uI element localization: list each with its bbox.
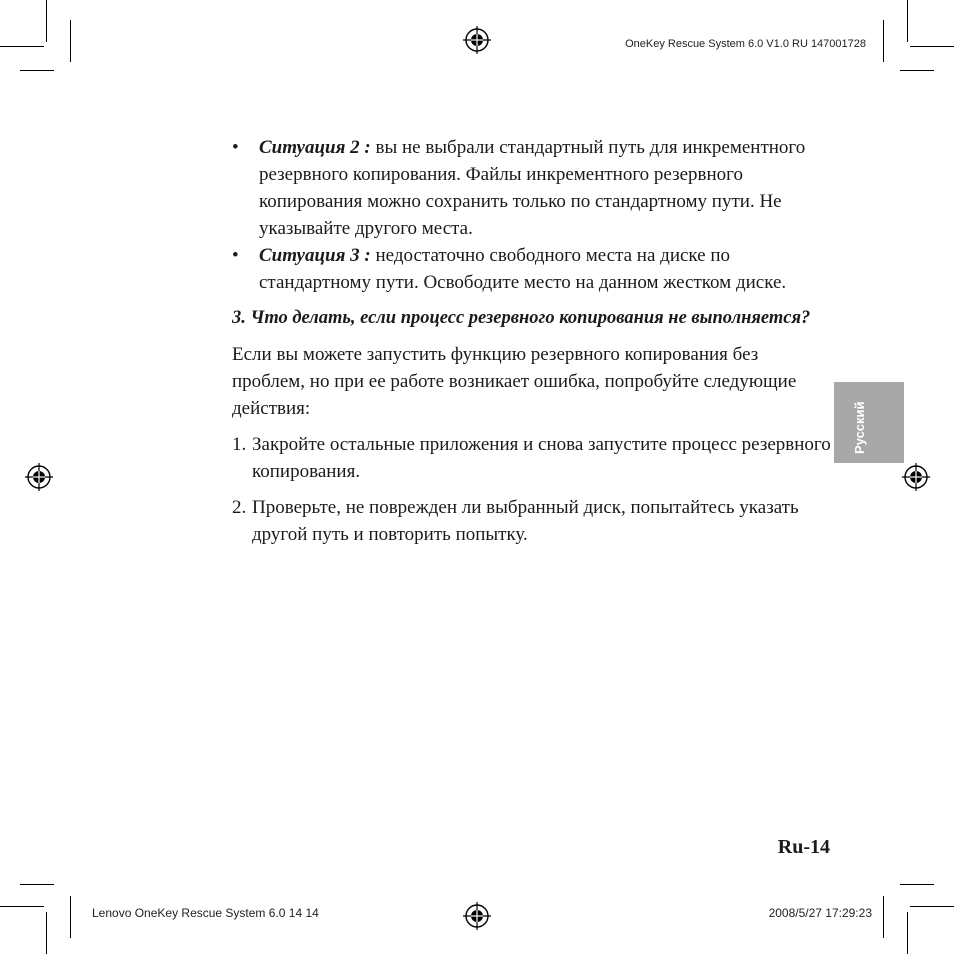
registration-mark-icon [463,26,491,54]
crop-mark [46,912,47,954]
crop-mark [910,906,954,907]
registration-mark-icon [25,463,53,491]
list-item [232,134,832,242]
crop-mark [70,896,71,938]
intro-paragraph: Если вы можете запустить функцию резервного копирования без проблем, но при ее работе возникает ошибка, попробуйте следующие действия: [232,344,797,419]
situation-list [232,134,832,296]
list-item [232,494,832,548]
steps-list [232,431,832,548]
situation-label: Ситуация 3 : [259,245,371,266]
bullet-marker: • [232,245,239,266]
crop-mark [70,20,71,62]
crop-mark [0,46,44,47]
bullet-marker: • [232,137,239,158]
crop-mark [883,20,884,62]
crop-mark [20,884,54,885]
registration-mark-icon [463,902,491,930]
crop-mark [0,906,44,907]
registration-mark-icon [902,463,930,491]
list-item [232,431,832,485]
crop-mark [900,70,934,71]
list-item [232,242,832,296]
step-text: Проверьте, не поврежден ли выбранный диск, попытайтесь указать другой путь и повторить попытку. [252,497,799,545]
crop-mark [910,46,954,47]
footer-file-info: Lenovo OneKey Rescue System 6.0 14 14 [92,906,319,920]
crop-mark [907,912,908,954]
language-side-tab [834,382,904,463]
situation-text: вы не выбрали стандартный путь для инкрементного резервного копирования. Файлы инкрементного резервного копирования можно сохранить только по стандартному пути. Не указывайте другого места. [259,137,806,239]
footer-timestamp: 2008/5/27 17:29:23 [768,906,872,920]
crop-mark [883,896,884,938]
step-number: 2. [232,497,247,518]
page-content [232,134,832,557]
step-text: Закройте остальные приложения и снова запустите процесс резервного копирования. [252,434,831,482]
crop-mark [900,884,934,885]
step-number: 1. [232,434,247,455]
situation-text: недостаточно свободного места на диске по стандартному пути. Освободите место на данном жестком диске. [259,245,787,293]
section-question-heading: 3. Что делать, если процесс резервного копирования не выполняется? [232,308,811,328]
page-number: Ru-14 [777,836,830,858]
document-code-header: OneKey Rescue System 6.0 V1.0 RU 147001728 [625,38,866,50]
situation-label: Ситуация 2 : [259,137,371,158]
language-tab-label: Русский [852,401,867,454]
crop-mark [20,70,54,71]
crop-mark [46,0,47,42]
crop-mark [907,0,908,42]
